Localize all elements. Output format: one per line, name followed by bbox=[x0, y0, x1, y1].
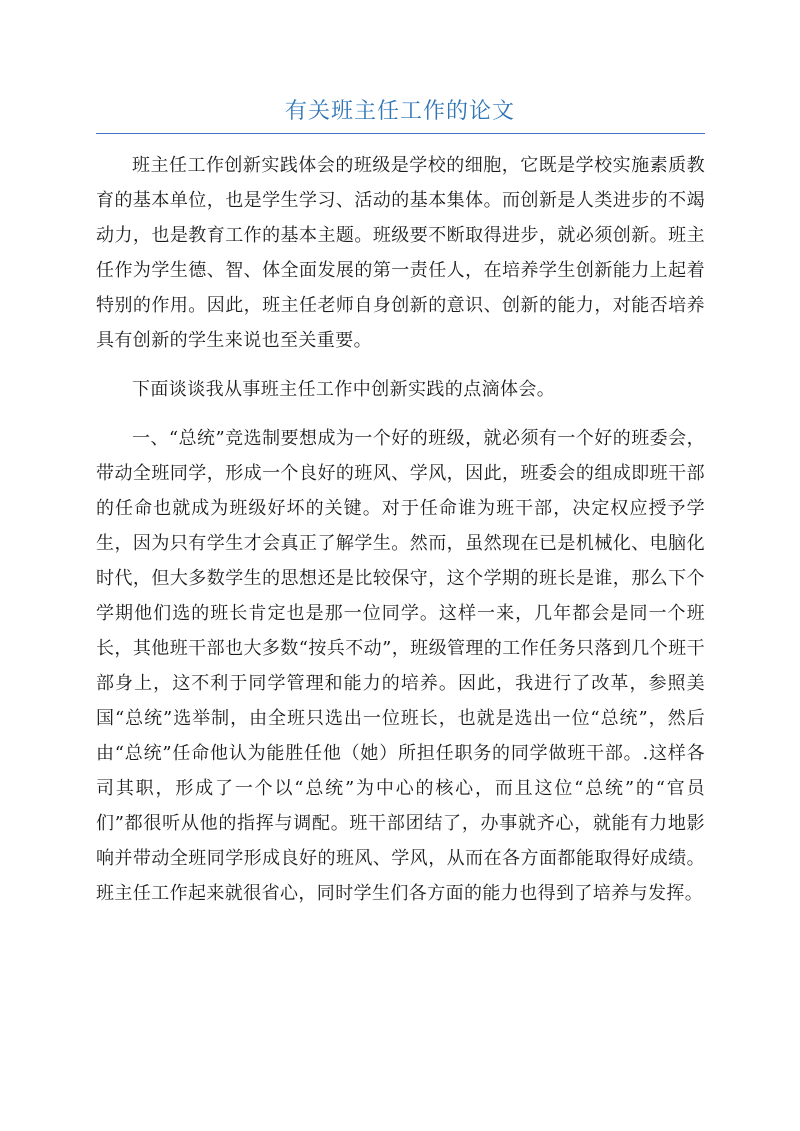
title-underline bbox=[96, 133, 705, 134]
paragraph-transition: 下面谈谈我从事班主任工作中创新实践的点滴体会。 bbox=[132, 379, 556, 400]
document-body bbox=[96, 148, 705, 925]
page-title: 有关班主任工作的论文 bbox=[284, 99, 515, 124]
paragraph-intro: 班主任工作创新实践体会的班级是学校的细胞，它既是学校实施素质教育的基本单位，也是学生学习、活动的基本集体。而创新是人类进步的不竭动力，也是教育工作的基本主题。班级要不断取得进步，就必须创新。班主任作为学生德、智、体全面发展的第一责任人，在培养学生创新能力上起着特别的作用。因此，班主任老师自身创新的意识、创新的能力，对能否培养具有创新的学生来说也至关重要。 bbox=[96, 155, 705, 351]
paragraph-section-one: 一、“总统”竞选制要想成为一个好的班级，就必须有一个好的班委会，带动全班同学，形成一个良好的班风、学风，因此，班委会的组成即班干部的任命也就成为班级好坏的关键。对于任命谁为班干部，决定权应授予学生，因为只有学生才会真正了解学生。然而，虽然现在已是机械化、电脑化时代，但大多数学生的思想还是比较保守，这个学期的班长是谁，那么下个学期他们选的班长肯定也是那一位同学。这样一来，几年都会是同一个班长，其他班干部也大多数“按兵不动”，班级管理的工作任务只落到几个班干部身上，这不利于同学管理和能力的培养。因此，我进行了改革，参照美国“总统”选举制，由全班只选出一位班长，也就是选出一位“总统”，然后由“总统”任命他认为能胜任他（她）所担任职务的同学做班干部。.这样各司其职，形成了一个以“总统”为中心的核心，而且这位“总统”的“官员们”都很听从他的指挥与调配。班干部团结了，办事就齐心，就能有力地影响并带动全班同学形成良好的班风、学风，从而在各方面都能取得好成绩。班主任工作起来就很省心，同时学生们各方面的能力也得到了培养与发挥。 bbox=[96, 428, 705, 904]
